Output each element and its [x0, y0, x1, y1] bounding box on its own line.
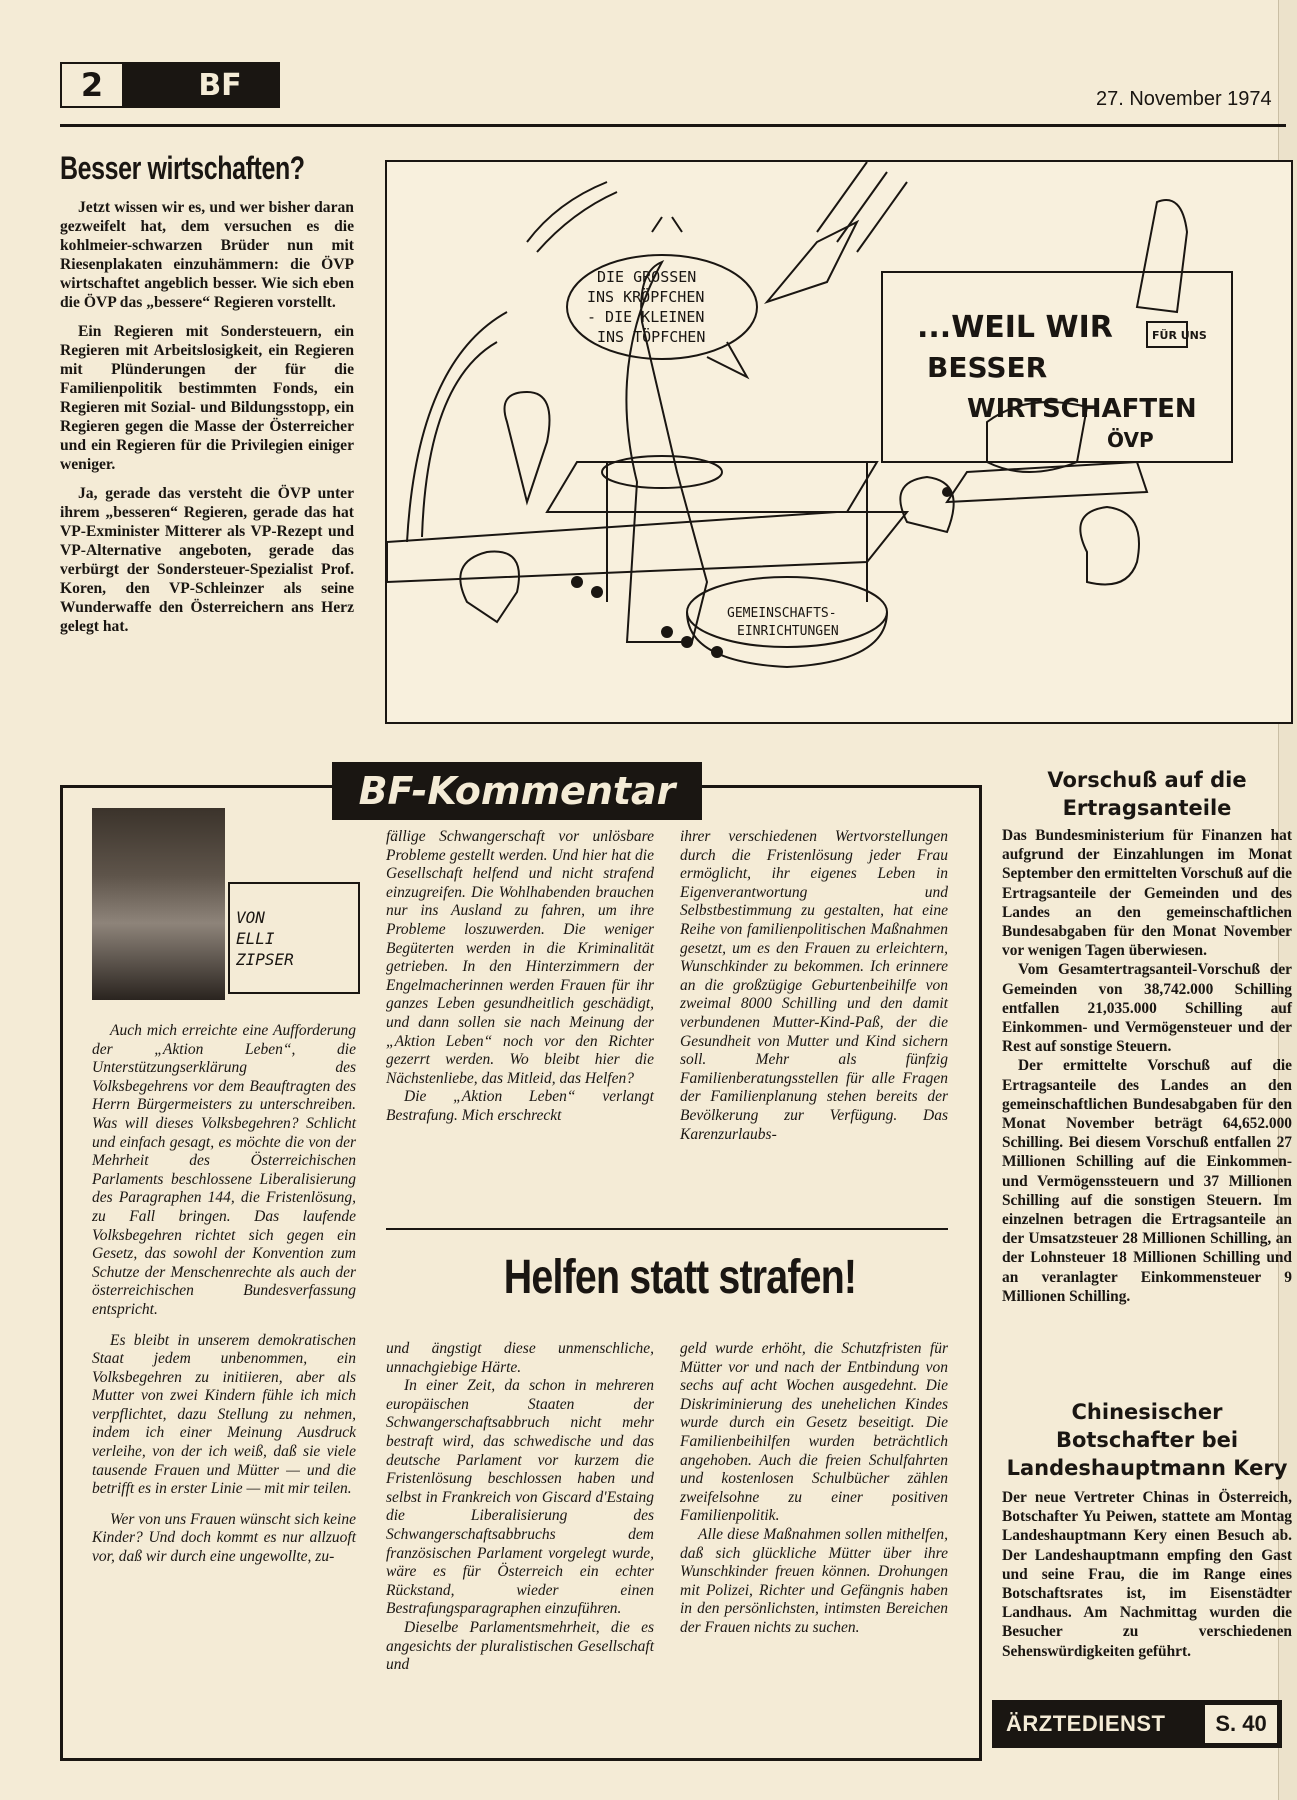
kommentar-paragraph: geld wurde erhöht, die Schutzfristen für Mütter vor und nach der Entbindung von sechs auf acht Wochen ausgedehnt. Die Diskriminierung des unehelichen Kindes wurde durch ein Gesetz beseitigt. Die Familienbeihilfen wurden beträchtlich angehoben. Auch die freien Schulfahrten und kostenlosen Schulbücher zählen zweifelsohne zu einer positiven Familienpolitik.	[680, 1340, 948, 1525]
kommentar-paragraph: Auch mich erreichte eine Aufforderung der „Aktion Leben“, die Unterstützungserklärung des Volksbegehrens vor dem Beauftragten des Herrn Bürgermeisters zu unterschreiben. Was will dieses Volksbegehren? Schlicht und einfach gesagt, es möchte die von der Mehrheit des Österreichischen Parlaments beschlossene Liberalisierung des Paragraphen 144, die Fristenlösung, zu Fall bringen. Das laufende Volksbegehren richtet sich gegen ein Gesetz, das sowohl der Konvention zum Schutze der Menschenrechte als auch der österreichischen Bundesverfassung entspricht.	[92, 1022, 356, 1318]
kommentar-column-5	[680, 1340, 948, 1638]
kommentar-paragraph: In einer Zeit, da schon in mehreren europäischen Staaten der Schwangerschaftsabbruch nicht mehr bestraft wird, das schwedische und das deutsche Parlament vor kurzem die Fristenlösung beschlossen haben und selbst in Frankreich von Giscard d'Estaing die Liberalisierung des Schwangerschaftsabbruchs dem französischen Parlament vorgelegt wurde, wäre es für Österreich ein echter Rückstand, wieder einen Bestrafungsparagraphen einzuführen.	[386, 1377, 654, 1618]
poster-line: ÖVP	[1107, 428, 1154, 452]
besser-paragraph: Ja, gerade das versteht die ÖVP unter ihrem „besseren“ Regieren, gerade das hat VP-Exminister Mitterer als VP-Rezept und VP-Alternative angeboten, gerade das verbürgt der Sondersteuer-Spezialist Prof. Koren, den VP-Schleinzer als seine Wunderwaffe den Österreichern ans Herz gelegt hat.	[60, 485, 354, 635]
aerztedienst-label: ÄRZTEDIENST	[1006, 1711, 1166, 1736]
vorschuss-paragraph: Das Bundesministerium für Finanzen hat aufgrund der Einzahlungen im Monat September den ermittelten Vorschuß auf die Ertragsanteile der Gemeinden und des Landes an den gemeinschaftlichen Bundesabgaben für den Monat November vor wenigen Tagen überwiesen.	[1002, 827, 1292, 960]
kommentar-column-1	[92, 1022, 356, 1567]
kommentar-paragraph: Alle diese Maßnahmen sollen mithelfen, daß sich glückliche Mütter über ihre Wunschkinder freuen können. Drohungen mit Polizei, Richter und Gefängnis haben in den persönlichsten, intimsten Bereichen der Frauen nichts zu suchen.	[680, 1525, 948, 1636]
vorschuss-paragraph: Vom Gesamtertragsanteil-Vorschuß der Gemeinden von 38,742.000 Schilling entfallen 21,035.000 Schilling auf Einkommen- und Vermögensteuer und der Rest auf sonstige Steuern.	[1002, 961, 1292, 1056]
header-rule	[60, 124, 1286, 127]
speech-line: INS TÖPFCHEN	[597, 328, 706, 346]
speech-line: - DIE KLEINEN	[587, 308, 705, 326]
page-header-box	[60, 62, 280, 108]
aerztedienst-box	[992, 1700, 1282, 1748]
poster-line: WIRTSCHAFTEN	[967, 394, 1197, 424]
political-cartoon	[385, 160, 1293, 724]
besser-paragraph: Jetzt wissen wir es, und wer bisher daran gezweifelt hat, dem versuchen es die kohlmeier-schwarzen Brüder nun mit Riesenplakaten einzuhämmern: die ÖVP wirtschaftet angeblich besser. Wie sich eben die ÖVP das „bessere“ Regieren vorstellt.	[60, 199, 354, 311]
besser-headline: Besser wirtschaften?	[60, 150, 305, 186]
kommentar-headline: Helfen statt strafen!	[503, 1251, 857, 1304]
speech-line: DIE GROSSEN	[597, 268, 697, 286]
kommentar-column-3	[680, 828, 948, 1144]
kommentar-paragraph: Dieselbe Parlamentsmehrheit, die es angesichts der pluralistischen Gesellschaft und	[386, 1618, 654, 1674]
kommentar-paragraph: ihrer verschiedenen Wertvorstellungen durch die Fristenlösung jeder Frau ermöglicht, ihr eigenes Leben in Eigenverantwortung und Selbstbestimmung zu gestalten, hat eine Reihe von familienpolitischen Maßnahmen gesetzt, um es den Frauen zu erleichtern, Wunschkinder zu bekommen. Ich erinnere an die großzügige Geburtenbeihilfe von zweimal 8000 Schilling und den damit verbundenen Mutter-Kind-Paß, der die Gesundheit von Mutter und Kind sichern soll. Mehr als fünfzig Familienberatungsstellen für alle Fragen der Familienplanung stehen bereits der Bevölkerung zur Verfügung. Das Karenzurlaubs-	[680, 828, 948, 1143]
headline-rule	[386, 1228, 948, 1230]
vorschuss-paragraph: Der ermittelte Vorschuß auf die Ertragsanteile des Landes an den gemeinschaftlichen Bundesabgaben für den Monat November beträgt 64,652.000 Schilling. Bei diesem Vorschuß entfallen 27 Millionen Schilling auf die Einkommen- und Vermögenssteuern und 37 Millionen Schilling auf die sonstigen Steuern. Im einzelnen betragen die Ertragsanteile an der Umsatzsteuer 28 Millionen Schilling, an der Lohnsteuer 18 Millionen Schilling und an veranlagter Einkommensteuer 9 Millionen Schilling.	[1002, 1057, 1292, 1305]
kommentar-banner: BF-Kommentar	[332, 762, 702, 820]
author-photo	[92, 808, 225, 1000]
speech-line: INS KRÖPFCHEN	[587, 288, 705, 306]
besser-article	[60, 198, 354, 646]
besser-paragraph: Ein Regieren mit Sondersteuern, ein Regieren mit Arbeitslosigkeit, ein Regieren mit Plünderungen der für die Familienpolitik bestimmten Fonds, ein Regieren mit Sozial- und Bildungsstopp, ein Regieren gegen die Masse der Österreicher und ein Regieren für die Privilegien einiger weniger.	[60, 323, 354, 473]
poster-line: BESSER	[927, 351, 1048, 384]
botschafter-article	[1002, 1488, 1292, 1661]
botschafter-paragraph: Der neue Vertreter Chinas in Österreich, Botschafter Yu Peiwen, stattete am Montag Landeshauptmann Kery einen Besuch ab. Der Landeshauptmann empfing den Gast und seine Frau, die im Range eines Botschaftsrates ist, im Eisenstädter Landhaus. Am Nachmittag wurden die Besucher zu verschiedenen Sehenswürdigkeiten geführt.	[1002, 1489, 1292, 1660]
issue-date: 27. November 1974	[1096, 88, 1272, 110]
kommentar-paragraph: Die „Aktion Leben“ verlangt Bestrafung. Mich erschreckt	[386, 1088, 654, 1124]
vorschuss-headline: Vorschuß auf die Ertragsanteile	[1047, 768, 1247, 820]
pot-label: GEMEINSCHAFTS-	[727, 606, 837, 621]
botschafter-headline: Chinesischer Botschafter bei Landeshauptmann Kery	[1006, 1400, 1288, 1480]
sign-text: FÜR UNS	[1152, 329, 1207, 342]
kommentar-column-2	[386, 828, 654, 1126]
kommentar-paragraph: und ängstigt diese unmenschliche, unnachgiebige Härte.	[386, 1340, 654, 1376]
vorschuss-article	[1002, 826, 1292, 1306]
section-label: BF	[122, 64, 278, 106]
kommentar-paragraph: fällige Schwangerschaft vor unlösbare Probleme gestellt werden. Und hier hat die Gesellschaft helfend und nicht strafend einzugreifen. Die Wohlhabenden brauchen nur ins Ausland zu fahren, um ihre Probleme loszuwerden. Die weniger Begüterten werden in die Kriminalität getrieben. In den Hinterzimmern der Engelmacherinnen werden Frauen für ihr ganzes Leben gesundheitlich geschädigt, und dann sollen sie nach Meinung der „Aktion Leben“ noch vor den Richter gezerrt werden. Wo bleibt hier die Nächstenliebe, das Mitleid, das Helfen?	[386, 828, 654, 1087]
cartoon-drawing	[387, 162, 1291, 722]
author-byline: VON ELLI ZIPSER	[236, 908, 294, 969]
page-number: 2	[62, 64, 122, 106]
kommentar-paragraph: Wer von uns Frauen wünscht sich keine Kinder? Und doch kommt es nur allzuoft vor, daß wir durch eine ungewollte, zu-	[92, 1510, 356, 1566]
kommentar-column-4	[386, 1340, 654, 1675]
poster-line: ...WEIL WIR	[917, 310, 1113, 345]
kommentar-paragraph: Es bleibt in unserem demokratischen Staat jedem unbenommen, ein Volksbegehren zu initiieren, aber als Mutter von zwei Kindern fühle ich mich verpflichtet, dazu Stellung zu nehmen, indem ich einer Meinung Ausdruck verleihe, von der ich weiß, daß sie viele tausende Frauen und Mütter — und die betrifft es in erster Linie — mit mir teilen.	[92, 1331, 356, 1498]
aerztedienst-page-ref: S. 40	[1205, 1705, 1277, 1743]
pot-label: EINRICHTUNGEN	[737, 624, 839, 639]
